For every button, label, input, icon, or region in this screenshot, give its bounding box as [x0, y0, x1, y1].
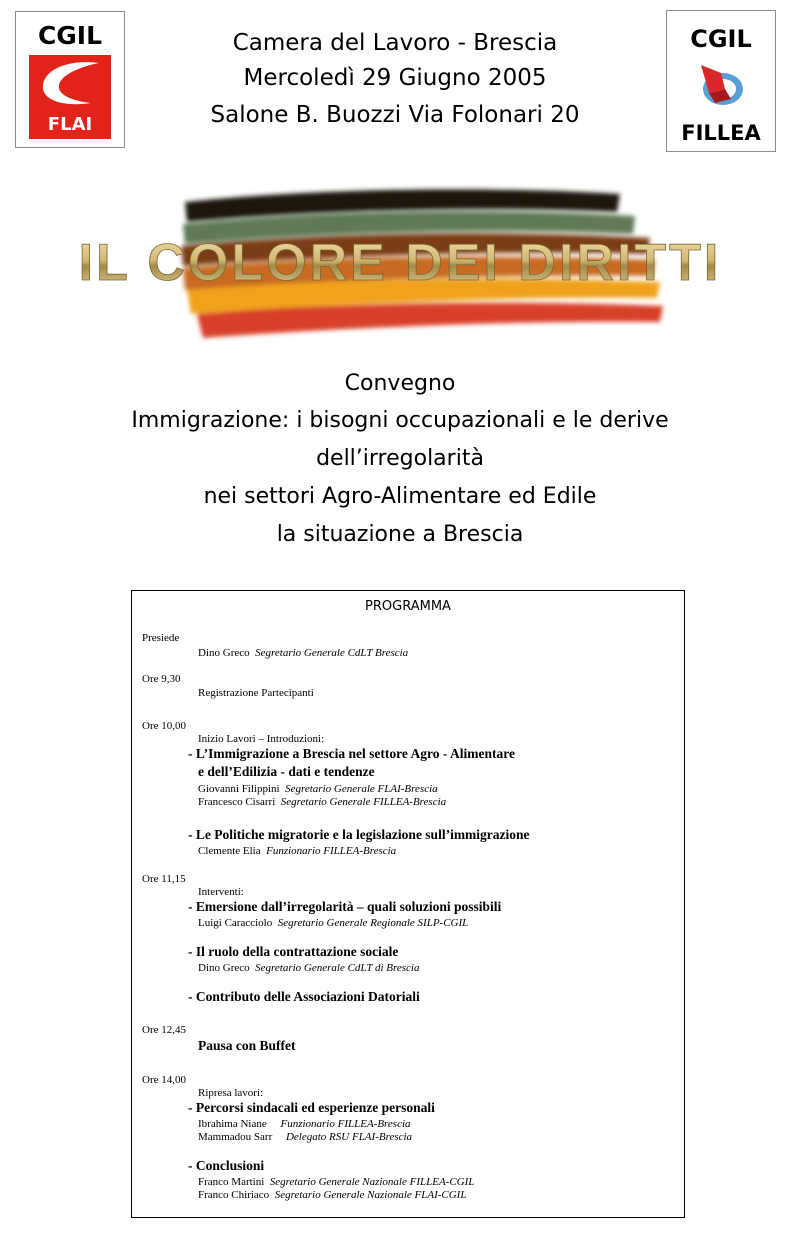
speaker-name: Dino Greco: [198, 647, 250, 659]
speaker-name: Clemente Elia: [198, 845, 261, 857]
topic-title: - Contributo delle Associazioni Datoriali: [188, 989, 420, 1004]
logo-cgil-text: CGIL: [37, 21, 103, 50]
speaker-role: Segretario Generale Regionale SILP-CGIL: [277, 917, 469, 929]
convegno-line-4: nei settori Agro-Alimentare ed Edile: [203, 484, 597, 509]
cgil-fillea-logo: [666, 10, 776, 152]
agenda-item: Inizio Lavori – Introduzioni:: [198, 733, 325, 745]
topic-title: - Emersione dall’irregolarità – quali soluzioni possibili: [188, 899, 502, 914]
convegno-line-2: Immigrazione: i bisogni occupazionali e le derive: [131, 408, 669, 433]
agenda-item: Interventi:: [198, 886, 244, 898]
flai-swoosh-icon: [29, 55, 111, 115]
speaker-role: Segretario Generale CdLT Brescia: [255, 647, 409, 659]
logo-flai-text: FLAI: [47, 114, 93, 135]
topic-title: - Le Politiche migratorie e la legislazione sull’immigrazione: [188, 827, 530, 842]
cgil-flai-logo: [15, 11, 125, 148]
speaker-line: [198, 1176, 474, 1188]
header-date: Mercoledì 29 Giugno 2005: [243, 65, 547, 91]
speaker-name: Franco Chiriaco: [198, 1189, 270, 1201]
speaker-name: Ibrahima Niane: [198, 1118, 267, 1130]
speaker-name: Giovanni Filippini: [198, 783, 280, 795]
convegno-line-3: dell’irregolarità: [316, 446, 484, 471]
logo-cgil-text: CGIL: [690, 25, 752, 53]
speaker-name: Francesco Cisarri: [198, 796, 276, 808]
speaker-role: Segretario Generale FILLEA-Brescia: [280, 796, 447, 808]
speaker-line: [198, 647, 408, 659]
time-label: Ore 12,45: [142, 1024, 186, 1036]
speaker-line: [198, 796, 446, 808]
agenda-item: Registrazione Partecipanti: [198, 687, 314, 699]
logo-fillea-text: FILLEA: [681, 121, 761, 145]
time-label: Ore 9,30: [142, 673, 181, 685]
speaker-line: [198, 845, 396, 857]
time-label: Ore 10,00: [142, 720, 186, 732]
speaker-role: Funzionario FILLEA-Brescia: [280, 1118, 411, 1130]
pausa-label: Pausa con Buffet: [198, 1038, 296, 1053]
speaker-name: Dino Greco: [198, 962, 250, 974]
flai-red-square: [29, 55, 111, 139]
speaker-name: Luigi Caracciolo: [198, 917, 273, 929]
speaker-line: [198, 783, 438, 795]
banner-title: IL COLORE DEI DIRITTI: [78, 234, 722, 292]
speaker-line: [198, 962, 420, 974]
topic-title: - Conclusioni: [188, 1158, 265, 1173]
header-line-1: Camera del Lavoro - Brescia: [232, 30, 558, 56]
speaker-line: [198, 1131, 412, 1143]
speaker-line: [198, 1118, 411, 1130]
speaker-role: Funzionario FILLEA-Brescia: [266, 845, 397, 857]
speaker-role: Delegato RSU FLAI-Brescia: [285, 1131, 413, 1143]
speaker-role: Segretario Generale Nazionale FILLEA-CGIL: [269, 1176, 475, 1188]
topic-title: - Percorsi sindacali ed esperienze personali: [188, 1100, 435, 1115]
convegno-line-5: la situazione a Brescia: [276, 522, 524, 547]
programma-box: [131, 590, 685, 1218]
programma-title: PROGRAMMA: [365, 599, 451, 614]
speaker-name: Mammadou Sarr: [198, 1131, 273, 1143]
colore-diritti-banner: [15, 180, 785, 355]
speaker-role: Segretario Generale CdLT di Brescia: [255, 962, 420, 974]
speaker-name: Franco Martini: [198, 1176, 265, 1188]
fillea-emblem-icon: [695, 59, 747, 115]
speaker-line: [198, 1189, 466, 1201]
agenda-item: Ripresa lavori:: [198, 1087, 264, 1099]
speaker-line: [198, 917, 468, 929]
speaker-role: Segretario Generale Nazionale FLAI-CGIL: [274, 1189, 467, 1201]
speaker-role: Segretario Generale FLAI-Brescia: [285, 783, 438, 795]
topic-title: e dell’Edilizia - dati e tendenze: [198, 764, 375, 779]
presiede-label: Presiede: [142, 632, 180, 644]
time-label: Ore 11,15: [142, 873, 186, 885]
convegno-line-1: Convegno: [344, 371, 456, 396]
time-label: Ore 14,00: [142, 1074, 186, 1086]
topic-title: - L’Immigrazione a Brescia nel settore Agro - Alimentare: [188, 746, 515, 761]
topic-title: - Il ruolo della contrattazione sociale: [188, 944, 399, 959]
header-venue: Salone B. Buozzi Via Folonari 20: [210, 102, 580, 128]
